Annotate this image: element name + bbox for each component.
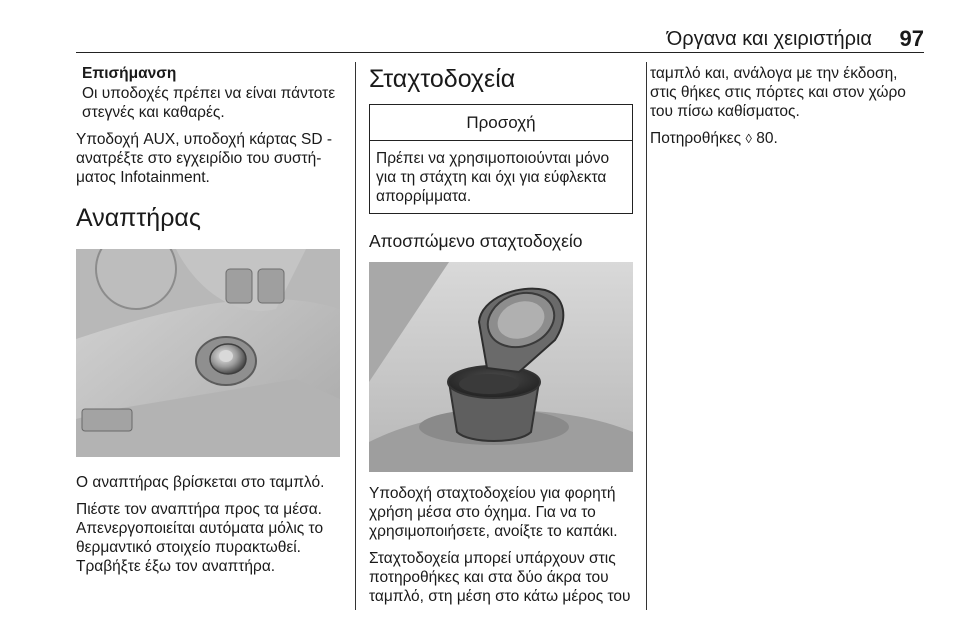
column-divider-right xyxy=(646,62,647,610)
column-middle xyxy=(369,64,633,614)
ashtray-locations-paragraph: Σταχτοδοχεία μπορεί υπάρχουν στις ποτηροθήκες και στα δύο άκρα του ταμπλό, στη μέση στο κάτω μέρος του xyxy=(369,550,631,605)
note-title: Επισήμανση xyxy=(82,65,177,82)
locations-continued: ταμπλό και, ανάλογα με την έκδοση, στις θήκες στις πόρτες και στον χώρο του πίσω καθίσματος. xyxy=(650,65,906,120)
removable-ashtray-heading: Αποσπώμενο σταχτοδοχείο xyxy=(369,231,583,251)
lighter-usage: Πιέστε τον αναπτήρα προς τα μέσα. Απενεργοποιείται αυτόματα μόλις το θερμαντικό στοιχείο πυρακτωθεί. Τραβήξτε έξω τον αναπτήρα. xyxy=(76,501,324,575)
ashtrays-heading: Σταχτοδοχεία xyxy=(369,65,516,93)
caution-title: Προσοχή xyxy=(370,105,632,141)
reference-label: Ποτηροθήκες xyxy=(650,130,742,147)
lighter-heading: Αναπτήρας xyxy=(76,204,201,232)
reference-arrow-icon: ◊ xyxy=(745,131,752,146)
aux-paragraph: Υποδοχή AUX, υποδοχή κάρτας SD - ανατρέξτε στο εγχειρίδιο του συστήματος Infotainment. xyxy=(76,131,333,186)
column-divider-left xyxy=(355,62,356,610)
lighter-location: Ο αναπτήρας βρίσκεται στο ταμπλό. xyxy=(76,474,325,491)
column-left xyxy=(76,64,342,584)
page-number: 97 xyxy=(899,26,924,51)
cupholders-reference[interactable] xyxy=(650,129,926,148)
note-body: Οι υποδοχές πρέπει να είναι πάντοτε στεγνές και καθαρές. xyxy=(82,85,336,121)
lighter-figure xyxy=(76,249,340,457)
header-title: Όργανα και χειριστήρια xyxy=(666,28,872,50)
column-right xyxy=(650,64,926,156)
portable-ashtray-paragraph: Υποδοχή σταχτοδοχείου για φορητή χρήση μέσα στο όχημα. Για να το χρησιμοποιήσετε, ανοίξτε το καπάκι. xyxy=(369,485,618,540)
ashtray-figure xyxy=(369,262,633,472)
caution-body: Πρέπει να χρησιμοποιούνται μόνο για τη στάχτη και όχι για εύφλεκτα απορρίμματα. xyxy=(376,150,610,205)
header-rule xyxy=(76,52,924,53)
reference-page: 80. xyxy=(756,130,778,147)
caution-box xyxy=(369,104,633,214)
